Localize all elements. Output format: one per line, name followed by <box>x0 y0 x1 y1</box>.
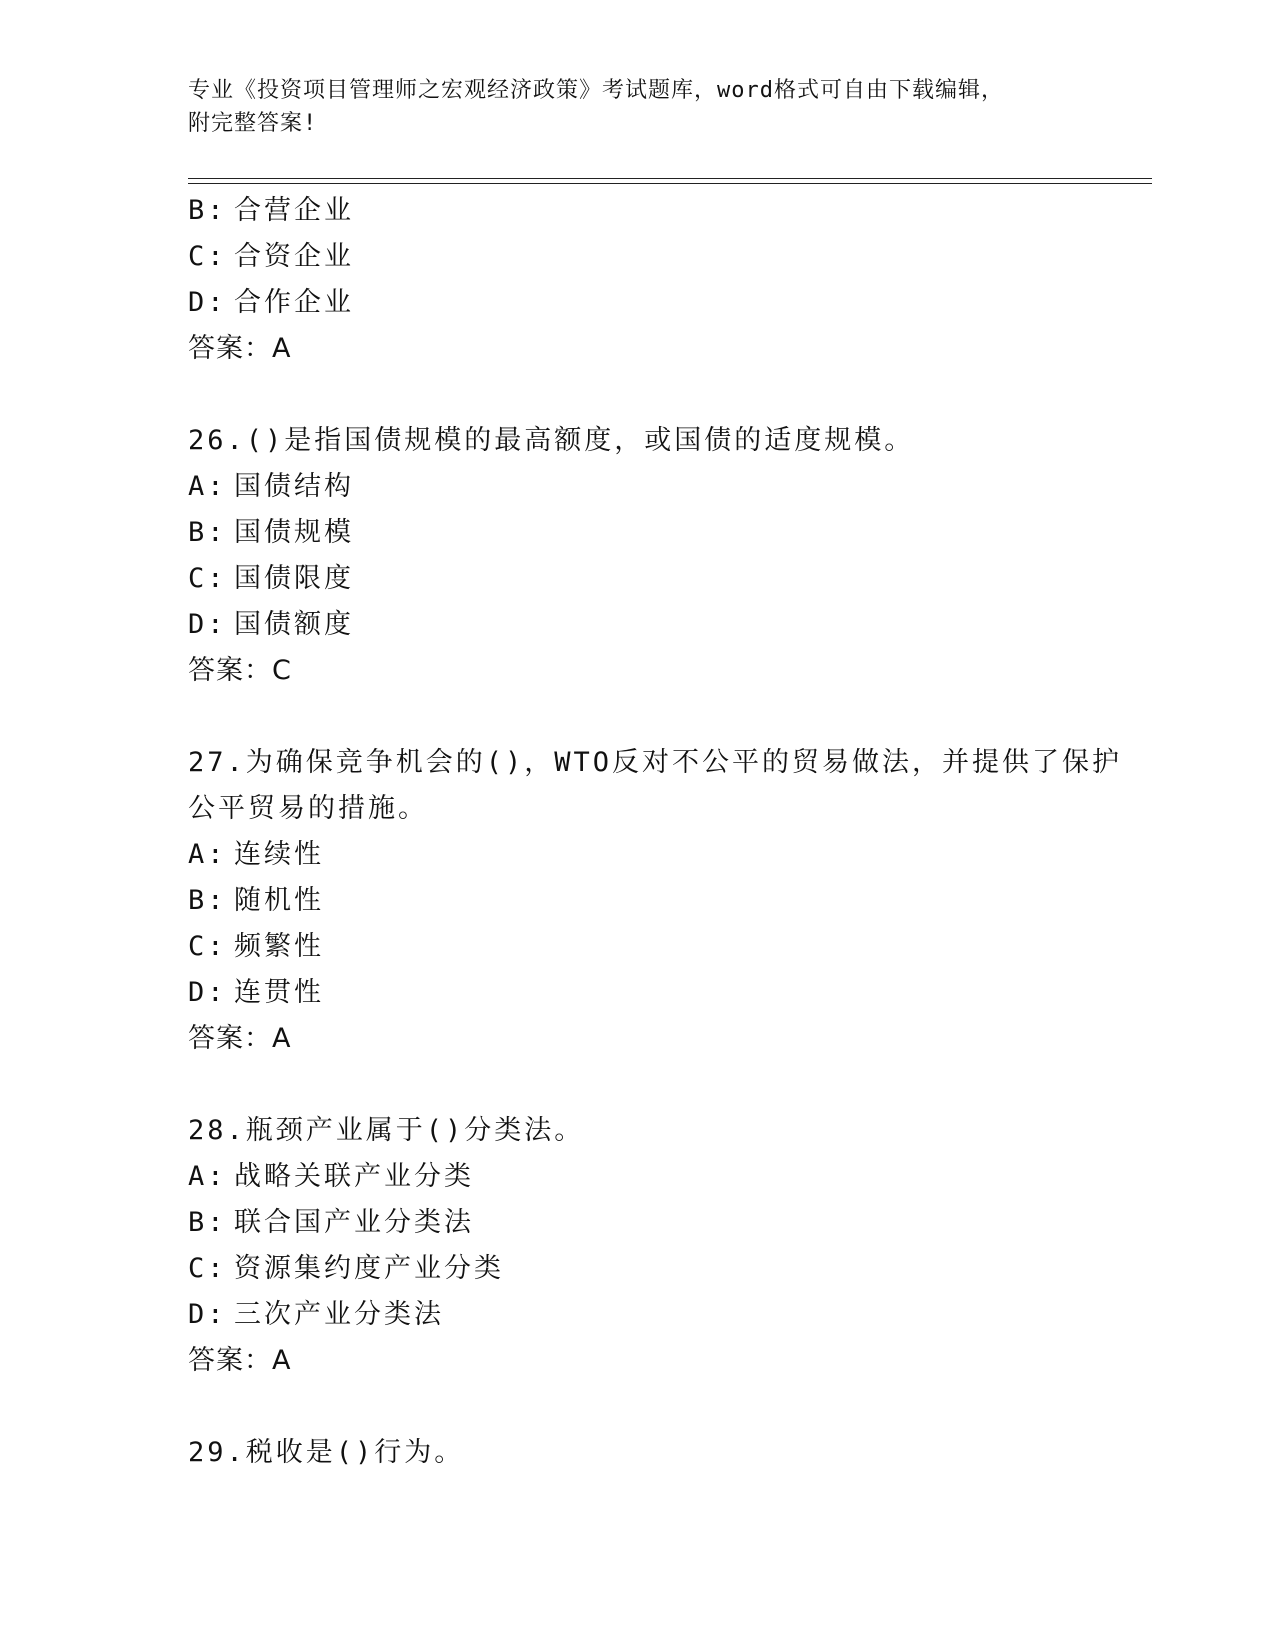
header-line-1: 专业《投资项目管理师之宏观经济政策》考试题库，word格式可自由下载编辑， <box>188 78 1004 103</box>
option-label: D: <box>188 977 227 1008</box>
option-label: A: <box>188 1161 227 1192</box>
option-label: B: <box>188 517 227 548</box>
question-29 <box>188 1430 1088 1476</box>
question-26 <box>188 418 1088 694</box>
option-text: 战略关联产业分类 <box>234 1161 474 1192</box>
option <box>188 832 1088 878</box>
option-label: D: <box>188 287 227 318</box>
option-text: 合作企业 <box>234 287 354 318</box>
option <box>188 464 1088 510</box>
option-text: 三次产业分类法 <box>234 1299 444 1330</box>
question-text-line-1: 27.为确保竞争机会的()，WTO反对不公平的贸易做法，并提供了保护 <box>188 747 1123 778</box>
option-text: 合营企业 <box>234 195 354 226</box>
option <box>188 1154 1088 1200</box>
question-text-line-2: 公平贸易的措施。 <box>188 793 428 824</box>
option <box>188 878 1088 924</box>
option-text: 连续性 <box>234 839 324 870</box>
option-text: 合资企业 <box>234 241 354 272</box>
option <box>188 556 1088 602</box>
option-label: B: <box>188 1207 227 1238</box>
option <box>188 188 1088 234</box>
option-text: 资源集约度产业分类 <box>234 1253 504 1284</box>
option-label: B: <box>188 195 227 226</box>
option-text: 国债规模 <box>234 517 354 548</box>
header-divider-top <box>188 178 1152 179</box>
option <box>188 1292 1088 1338</box>
answer-line: 答案：C <box>188 655 292 686</box>
option-text: 国债结构 <box>234 471 354 502</box>
option <box>188 924 1088 970</box>
question-text: 28.瓶颈产业属于()分类法。 <box>188 1115 585 1146</box>
option <box>188 280 1088 326</box>
document-body <box>188 188 1123 1476</box>
option-label: C: <box>188 563 227 594</box>
question-28 <box>188 1108 1088 1384</box>
option-label: A: <box>188 839 227 870</box>
option <box>188 1246 1088 1292</box>
header-divider-bottom <box>188 183 1152 184</box>
option-text: 连贯性 <box>234 977 324 1008</box>
option-label: D: <box>188 1299 227 1330</box>
option-text: 频繁性 <box>234 931 324 962</box>
option-label: C: <box>188 241 227 272</box>
option <box>188 602 1088 648</box>
option-label: B: <box>188 885 227 916</box>
question-text: 29.税收是()行为。 <box>188 1437 465 1468</box>
question-27 <box>188 740 1123 1062</box>
header-line-2: 附完整答案! <box>188 111 318 136</box>
question-25-tail <box>188 188 1088 372</box>
answer-line: 答案：A <box>188 1345 292 1376</box>
option-text: 国债额度 <box>234 609 354 640</box>
option-text: 随机性 <box>234 885 324 916</box>
option <box>188 510 1088 556</box>
option-text: 联合国产业分类法 <box>234 1207 474 1238</box>
option-label: D: <box>188 609 227 640</box>
option-label: C: <box>188 931 227 962</box>
option <box>188 234 1088 280</box>
option <box>188 970 1088 1016</box>
option-text: 国债限度 <box>234 563 354 594</box>
question-text: 26.()是指国债规模的最高额度，或国债的适度规模。 <box>188 425 915 456</box>
option <box>188 1200 1088 1246</box>
answer-line: 答案：A <box>188 1023 292 1054</box>
option-label: C: <box>188 1253 227 1284</box>
option-label: A: <box>188 471 227 502</box>
document-header <box>188 74 1088 140</box>
answer-line: 答案：A <box>188 333 292 364</box>
